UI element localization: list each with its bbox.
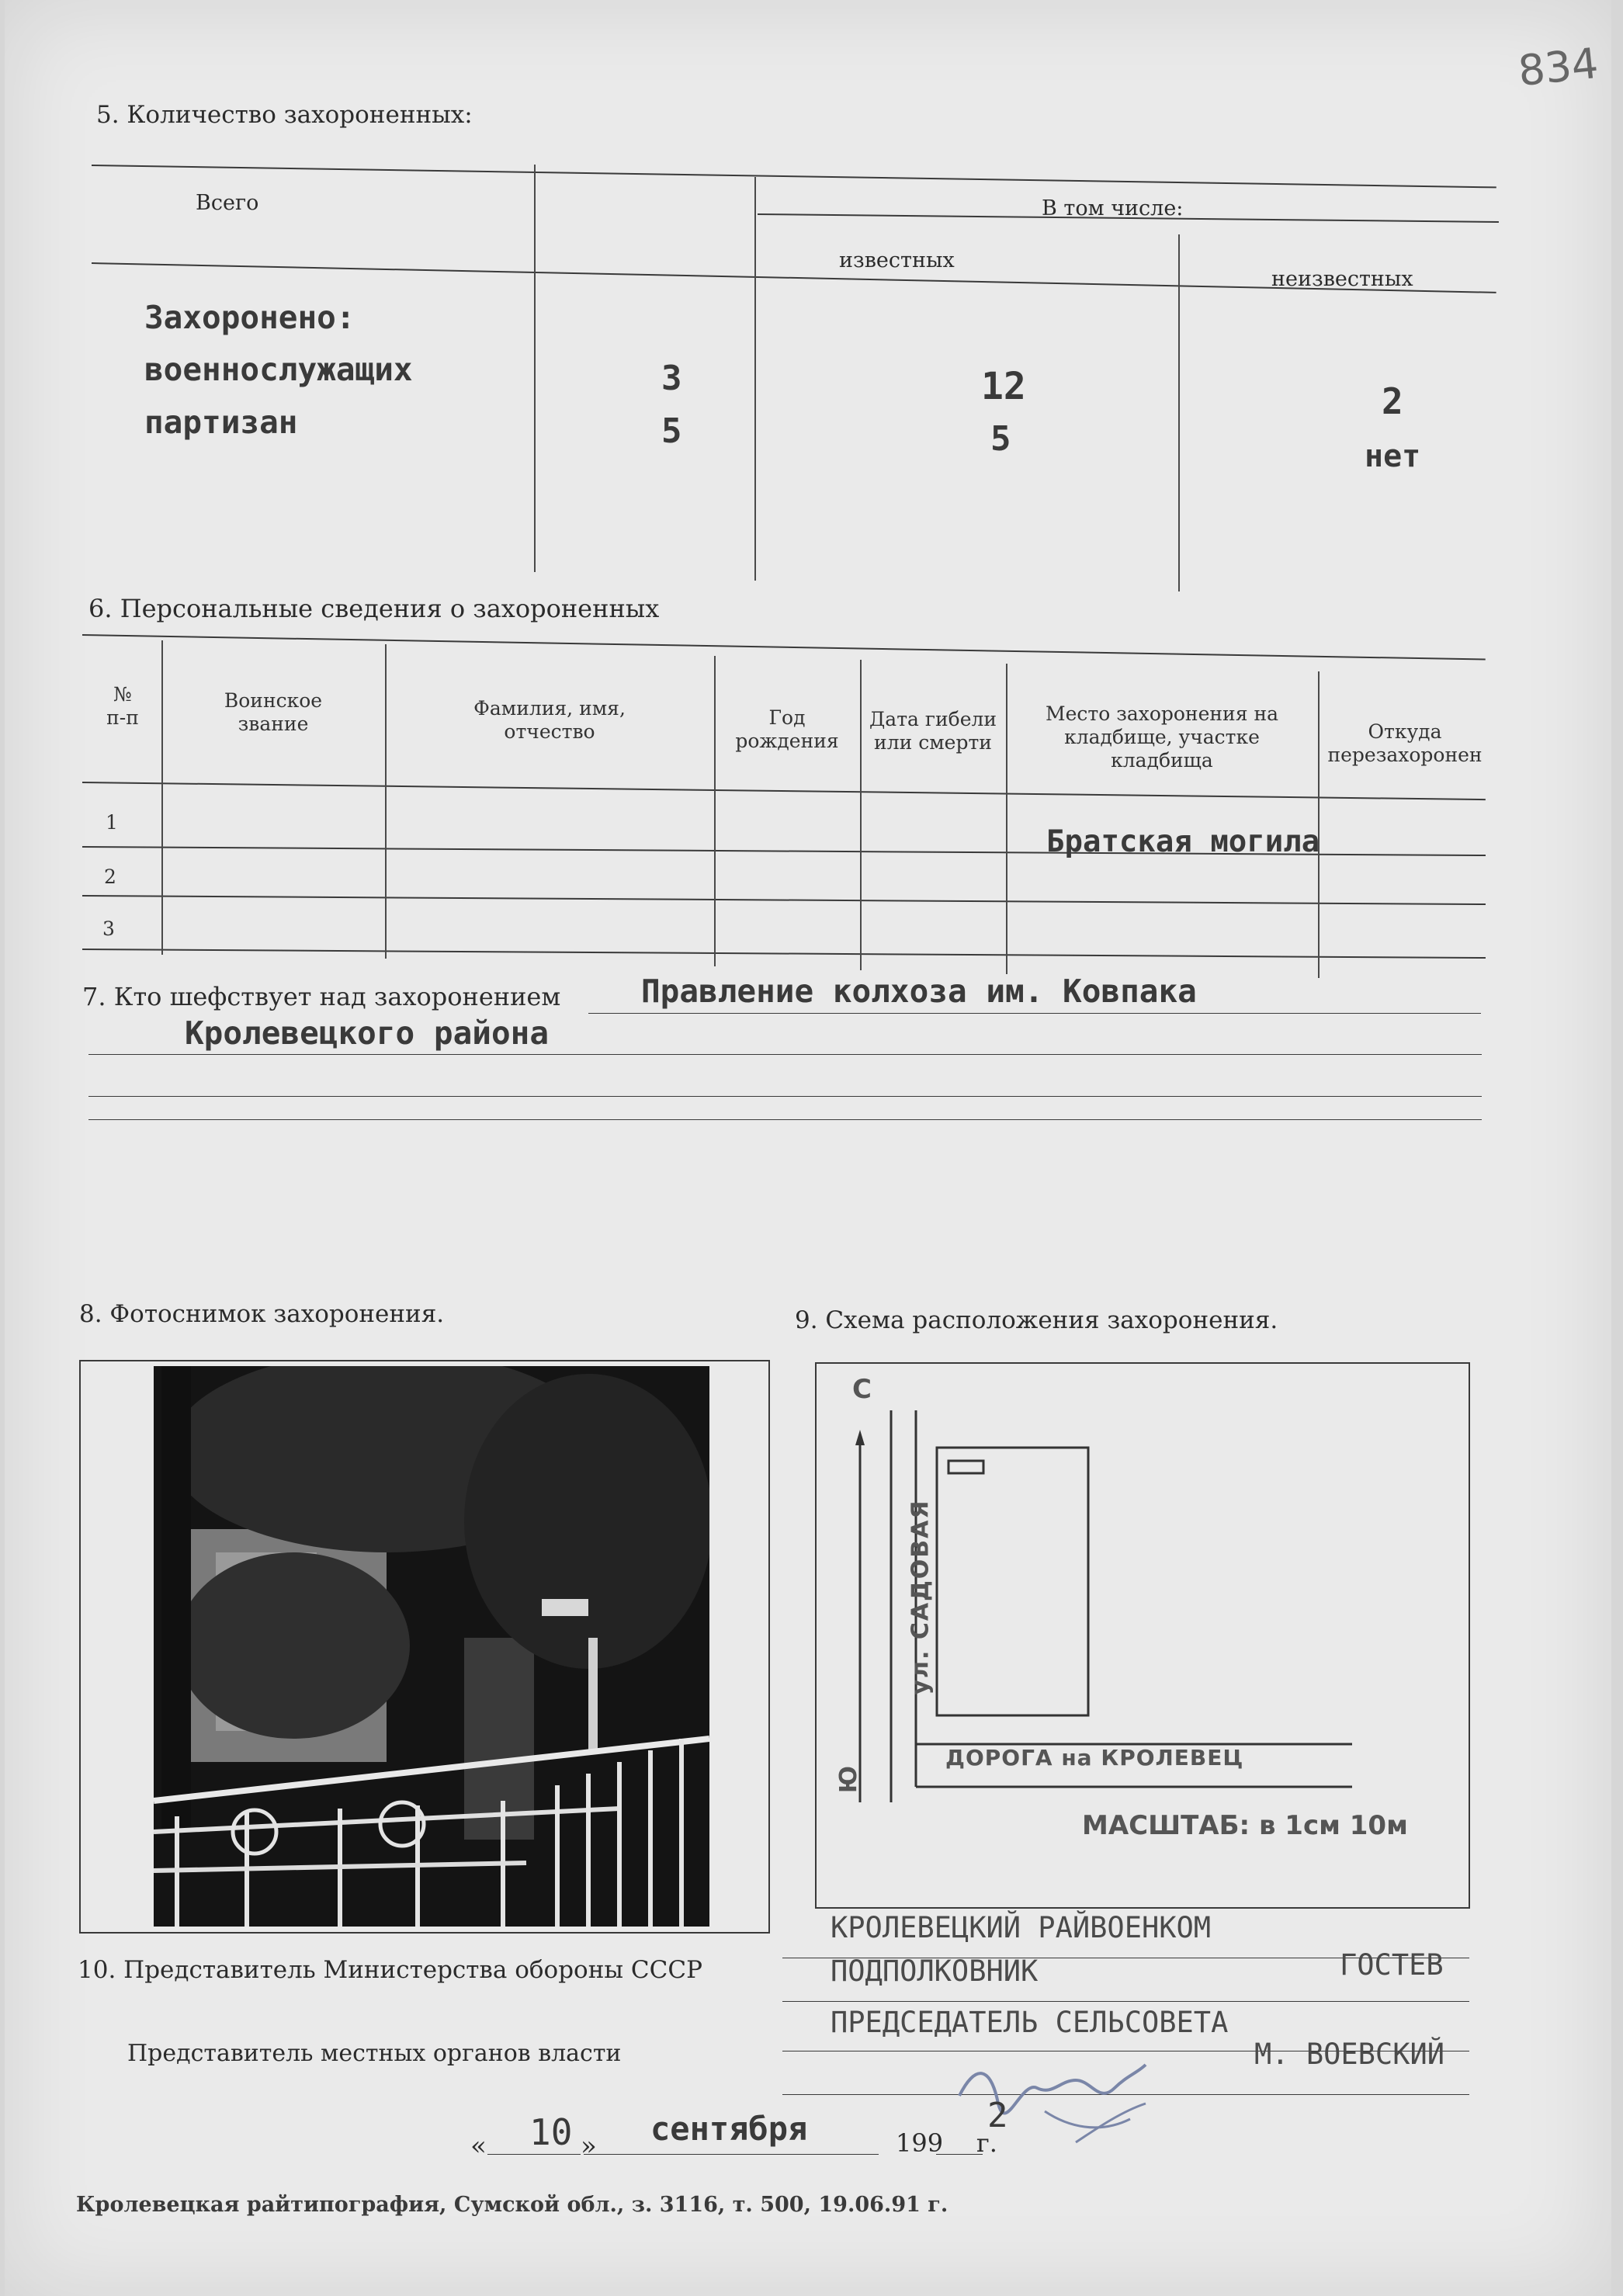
s6-header-no: № п-п bbox=[106, 683, 139, 729]
s5-header-total: Всего bbox=[196, 191, 259, 215]
stamp-line2-left: ПОДПОЛКОВНИК bbox=[831, 1954, 1039, 1988]
scheme-north-label: С bbox=[852, 1374, 872, 1405]
stamp-line3: ПРЕДСЕДАТЕЛЬ СЕЛЬСОВЕТА bbox=[831, 2006, 1229, 2039]
s7-line2: Кролевецкого района bbox=[185, 1014, 549, 1052]
s5-row2-known: 5 bbox=[990, 419, 1011, 459]
s6-header-name: Фамилия, имя, отчество bbox=[473, 697, 626, 743]
printer-imprint: Кролевецкая райтипография, Сумской обл., з. 3116, т. 500, 19.06.91 г. bbox=[76, 2193, 948, 2217]
s5-v1 bbox=[534, 165, 536, 572]
s6-row2-line bbox=[82, 895, 1486, 905]
s5-row2-label: партизан bbox=[144, 404, 298, 441]
burial-photo bbox=[154, 1366, 709, 1927]
s6-burial-place: Братская могила bbox=[1046, 824, 1320, 859]
s6-v3 bbox=[714, 656, 716, 966]
section10-ministry-label: 10. Представитель Министерства обороны СССР bbox=[78, 1956, 702, 1984]
s7-underline3 bbox=[88, 1096, 1482, 1097]
s5-typed-heading: Захоронено: bbox=[144, 299, 355, 336]
date-close-quote: » bbox=[581, 2131, 597, 2162]
s5-row2-unknown: нет bbox=[1365, 439, 1421, 474]
date-month: сентября bbox=[650, 2110, 808, 2148]
s7-underline2 bbox=[88, 1054, 1482, 1055]
s7-line1: Правление колхоза им. Ковпака bbox=[641, 973, 1197, 1010]
s5-v3 bbox=[1178, 234, 1180, 591]
section5-title: 5. Количество захороненных: bbox=[96, 101, 473, 129]
s6-top-line bbox=[82, 634, 1486, 661]
s5-row1-known: 12 bbox=[981, 365, 1026, 408]
s6-header-from: Откуда перезахоронен bbox=[1327, 720, 1483, 766]
date-year-prefix: 199 bbox=[896, 2128, 944, 2158]
date-day: 10 bbox=[529, 2111, 573, 2153]
s6-v2 bbox=[385, 644, 387, 959]
s5-header-known: известных bbox=[839, 248, 955, 272]
s7-underline4 bbox=[88, 1119, 1482, 1120]
date-day-underline bbox=[487, 2154, 581, 2155]
stamp-line2-right: ГОСТЕВ bbox=[1340, 1948, 1444, 1982]
s6-v4 bbox=[860, 660, 862, 970]
page-number: 834 bbox=[1515, 38, 1601, 96]
s6-header-birth: Год рождения bbox=[735, 706, 839, 752]
stamp-line1: КРОЛЕВЕЦКИЙ РАЙВОЕНКОМ bbox=[831, 1911, 1212, 1944]
s7-underline1 bbox=[588, 1013, 1481, 1014]
s6-row-number: 1 bbox=[106, 811, 118, 834]
section8-title: 8. Фотоснимок захоронения. bbox=[79, 1300, 445, 1328]
s5-row1-label: военнослужащих bbox=[144, 351, 413, 388]
s5-header-including: В том числе: bbox=[1042, 196, 1184, 220]
s6-row3-line bbox=[82, 949, 1486, 959]
stamp-line4: М. ВОЕВСКИЙ bbox=[1254, 2038, 1445, 2071]
s6-header-bottom bbox=[82, 782, 1486, 800]
s5-row2-total: 5 bbox=[661, 411, 682, 451]
s5-top-line bbox=[92, 165, 1496, 188]
s6-header-death: Дата гибели или смерти bbox=[869, 708, 997, 754]
section6-title: 6. Персональные сведения о захороненных bbox=[88, 594, 660, 623]
s6-row-number: 3 bbox=[102, 917, 115, 940]
s6-v1 bbox=[161, 640, 163, 955]
s6-header-rank: Воинское звание bbox=[224, 689, 323, 735]
date-year-underline bbox=[936, 2154, 983, 2155]
date-year-digit: 2 bbox=[987, 2096, 1008, 2135]
burial-photo-image bbox=[154, 1366, 709, 1927]
scheme-street-label: ул. САДОВАЯ bbox=[907, 1499, 935, 1695]
scheme-south-label: Ю bbox=[835, 1765, 863, 1794]
s6-header-place: Место захоронения на кладбище, участке кладбища bbox=[1045, 702, 1279, 772]
section10-local-label: Представитель местных органов власти bbox=[127, 2040, 622, 2067]
section9-title: 9. Схема расположения захоронения. bbox=[795, 1306, 1278, 1334]
s5-row1-total: 3 bbox=[661, 359, 682, 398]
s5-header-unknown: неизвестных bbox=[1271, 267, 1413, 291]
s6-row-number: 2 bbox=[104, 865, 116, 888]
document-sheet bbox=[5, 0, 1611, 2296]
scheme-road-label: ДОРОГА на КРОЛЕВЕЦ bbox=[945, 1745, 1244, 1771]
section7-label: 7. Кто шефствует над захоронением bbox=[82, 982, 561, 1011]
stamp-underline2 bbox=[782, 2001, 1469, 2002]
scheme-scale: МАСШТАБ: в 1см 10м bbox=[1082, 1810, 1408, 1841]
s5-v2 bbox=[754, 177, 756, 581]
date-year-suffix: г. bbox=[976, 2128, 997, 2158]
date-month-underline bbox=[584, 2154, 879, 2155]
date-open-quote: « bbox=[470, 2131, 487, 2162]
s5-row1-unknown: 2 bbox=[1382, 380, 1403, 422]
